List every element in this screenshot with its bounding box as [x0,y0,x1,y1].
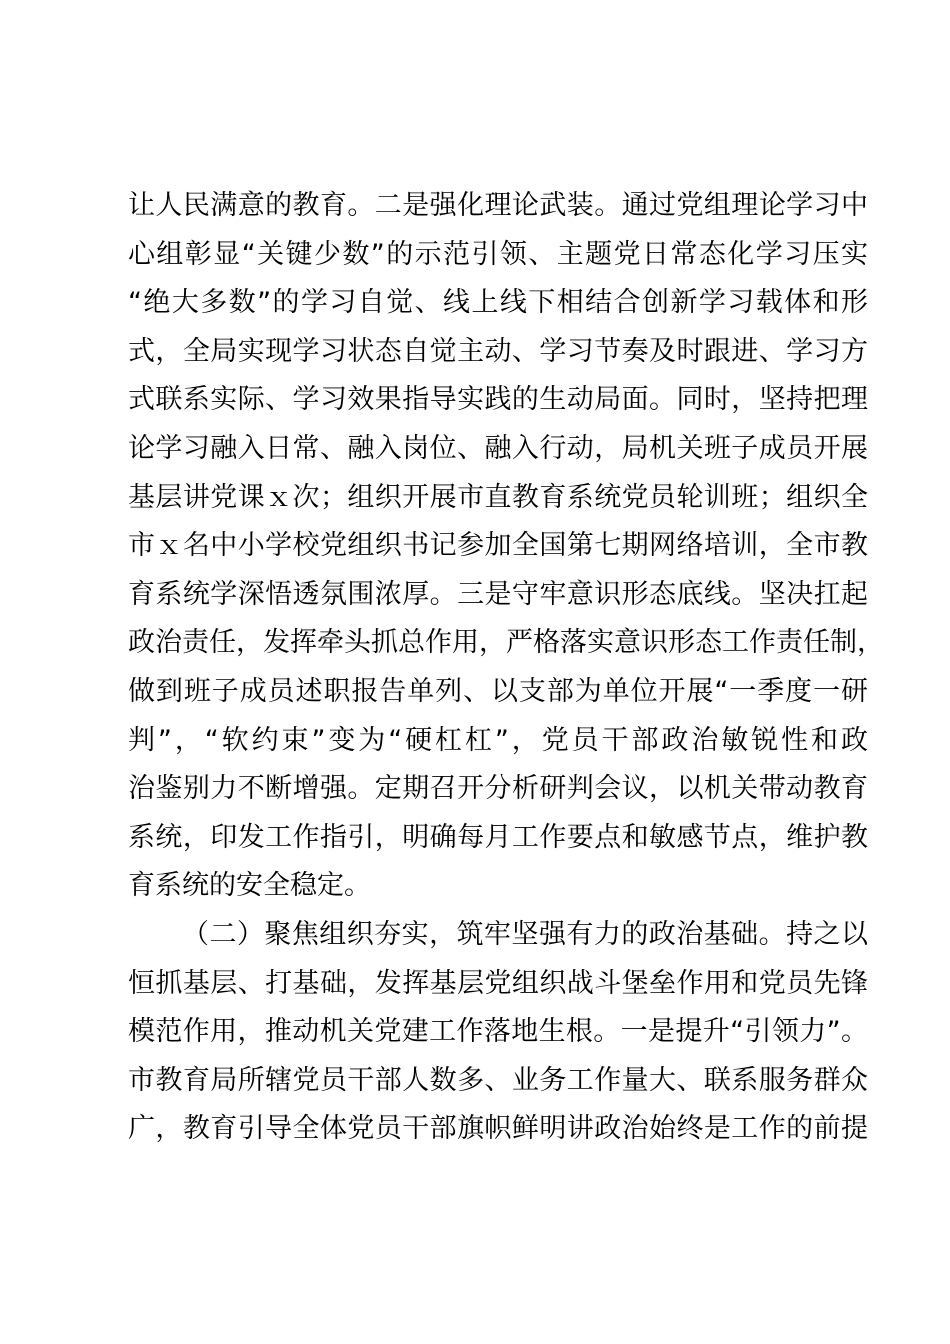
text-line-9: 育系统学深悟透氛围浓厚。三是守牢意识形态底线。坚决扛起 [128,578,868,610]
text-line-11: 做到班子成员述职报告单列、以支部为单位开展“一季度一研 [128,675,868,707]
text-line-8: 市ｘ名中小学校党组织书记参加全国第七期网络培训，全市教 [128,530,868,562]
text-line-2: 心组彰显“关键少数”的示范引领、主题党日常态化学习压实 [128,238,868,270]
text-line-5: 式联系实际、学习效果指导实践的生动局面。同时，坚持把理 [128,384,868,416]
text-line-12: 判”，“软约束”变为“硬杠杠”，党员干部政治敏锐性和政 [128,724,868,756]
text-line-6: 论学习融入日常、融入岗位、融入行动，局机关班子成员开展 [128,432,868,464]
text-line-19: 市教育局所辖党员干部人数多、业务工作量大、联系服务群众 [128,1064,868,1096]
section-heading-line: （二）聚焦组织夯实，筑牢坚强有力的政治基础。持之以 [182,918,868,950]
text-line-20: 广，教育引导全体党员干部旗帜鲜明讲政治始终是工作的前提 [128,1113,868,1145]
text-line-4: 式，全局实现学习状态自觉主动、学习节奏及时跟进、学习方 [128,335,868,367]
text-line-3: “绝大多数”的学习自觉、线上线下相结合创新学习载体和形 [128,287,868,319]
text-line-1: 让人民满意的教育。二是强化理论武装。通过党组理论学习中 [128,190,868,221]
text-line-10: 政治责任，发挥牵头抓总作用，严格落实意识形态工作责任制， [128,627,884,659]
text-line-18: 模范作用，推动机关党建工作落地生根。一是提升“引领力”。 [128,1016,868,1048]
text-line-13: 治鉴别力不断增强。定期召开分析研判会议，以机关带动教育 [128,773,868,805]
text-line-17: 恒抓基层、打基础，发挥基层党组织战斗堡垒作用和党员先锋 [128,967,868,999]
text-line-15: 育系统的安全稳定。 [128,870,371,902]
body-text [128,182,884,1154]
text-line-7: 基层讲党课ｘ次；组织开展市直教育系统党员轮训班；组织全 [128,481,868,513]
text-line-14: 系统，印发工作指引，明确每月工作要点和敏感节点，维护教 [128,821,868,853]
